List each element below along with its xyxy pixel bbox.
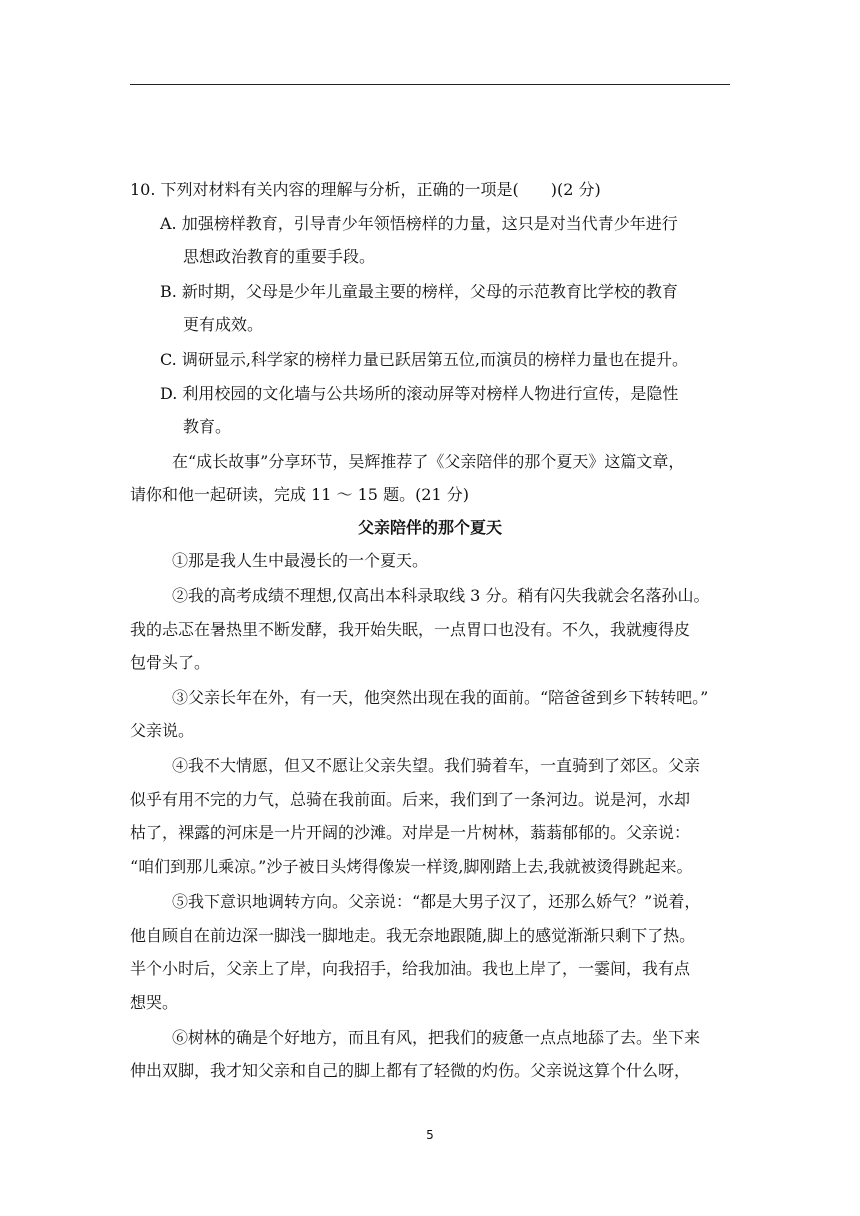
option-c-line1: C. 调研显示,科学家的榜样力量已跃居第五位,而演员的榜样力量也在提升。 <box>160 350 689 369</box>
paragraph-4-line1: ④我不大情愿，但又不愿让父亲失望。我们骑着车，一直骑到了郊区。父亲 <box>172 756 701 775</box>
option-a-line1: A. 加强榜样教育，引导青少年领悟榜样的力量，这只是对当代青少年进行 <box>160 214 678 233</box>
paragraph-2-line3: 包骨头了。 <box>130 653 211 672</box>
option-d-line1: D. 利用校园的文化墙与公共场所的滚动屏等对榜样人物进行宣传，是隐性 <box>160 384 679 403</box>
option-b-line2: 更有成效。 <box>183 315 264 334</box>
page-number: 5 <box>426 1128 434 1142</box>
header-rule <box>130 84 730 85</box>
paragraph-5-line2: 他自顾自在前边深一脚浅一脚地走。我无奈地跟随,脚上的感觉渐渐只剩下了热。 <box>130 926 696 945</box>
paragraph-4-line2: 似乎有用不完的力气，总骑在我前面。后来，我们到了一条河边。说是河，水却 <box>130 790 691 809</box>
paragraph-2-line2: 我的忐忑在暑热里不断发酵，我开始失眠，一点胃口也没有。不久，我就瘦得皮 <box>130 620 691 639</box>
paragraph-6-line2: 伸出双脚，我才知父亲和自己的脚上都有了轻微的灼伤。父亲说这算个什么呀， <box>130 1061 691 1080</box>
paragraph-2-line1: ②我的高考成绩不理想,仅高出本科录取线 3 分。稍有闪失我就会名落孙山。 <box>172 586 710 605</box>
option-a-line2: 思想政治教育的重要手段。 <box>183 247 376 266</box>
question-stem: 10. 下列对材料有关内容的理解与分析，正确的一项是( )(2 分) <box>130 180 601 199</box>
paragraph-5-line3: 半个小时后，父亲上了岸，向我招手，给我加油。我也上岸了，一霎间，我有点 <box>130 959 691 978</box>
paragraph-1: ①那是我人生中最漫长的一个夏天。 <box>172 551 429 570</box>
option-d-line2: 教育。 <box>183 417 232 436</box>
article-title: 父亲陪伴的那个夏天 <box>357 518 502 537</box>
option-b-line1: B. 新时期，父母是少年儿童最主要的榜样，父母的示范教育比学校的教育 <box>160 282 678 301</box>
intro-line-1: 在“成长故事”分享环节，吴辉推荐了《父亲陪伴的那个夏天》这篇文章， <box>172 452 685 471</box>
intro-line-2: 请你和他一起研读，完成 11 ～ 15 题。(21 分) <box>130 485 469 504</box>
paragraph-3-line2: 父亲说。 <box>130 721 195 740</box>
paragraph-4-line4: “咱们到那儿乘凉。”沙子被日头烤得像炭一样烫,脚刚踏上去,我就被烫得跳起来。 <box>130 857 693 876</box>
paragraph-4-line3: 枯了，裸露的河床是一片开阔的沙滩。对岸是一片树林，蓊蓊郁郁的。父亲说： <box>130 823 691 842</box>
paragraph-5-line1: ⑤我下意识地调转方向。父亲说：“都是大男子汉了，还那么娇气？”说着， <box>172 892 701 911</box>
paragraph-5-line4: 想哭。 <box>130 993 179 1012</box>
paragraph-6-line1: ⑥树林的确是个好地方，而且有风，把我们的疲惫一点点地舔了去。坐下来 <box>172 1028 701 1047</box>
paragraph-3-line1: ③父亲长年在外，有一天，他突然出现在我的面前。“陪爸爸到乡下转转吧。” <box>172 688 709 707</box>
